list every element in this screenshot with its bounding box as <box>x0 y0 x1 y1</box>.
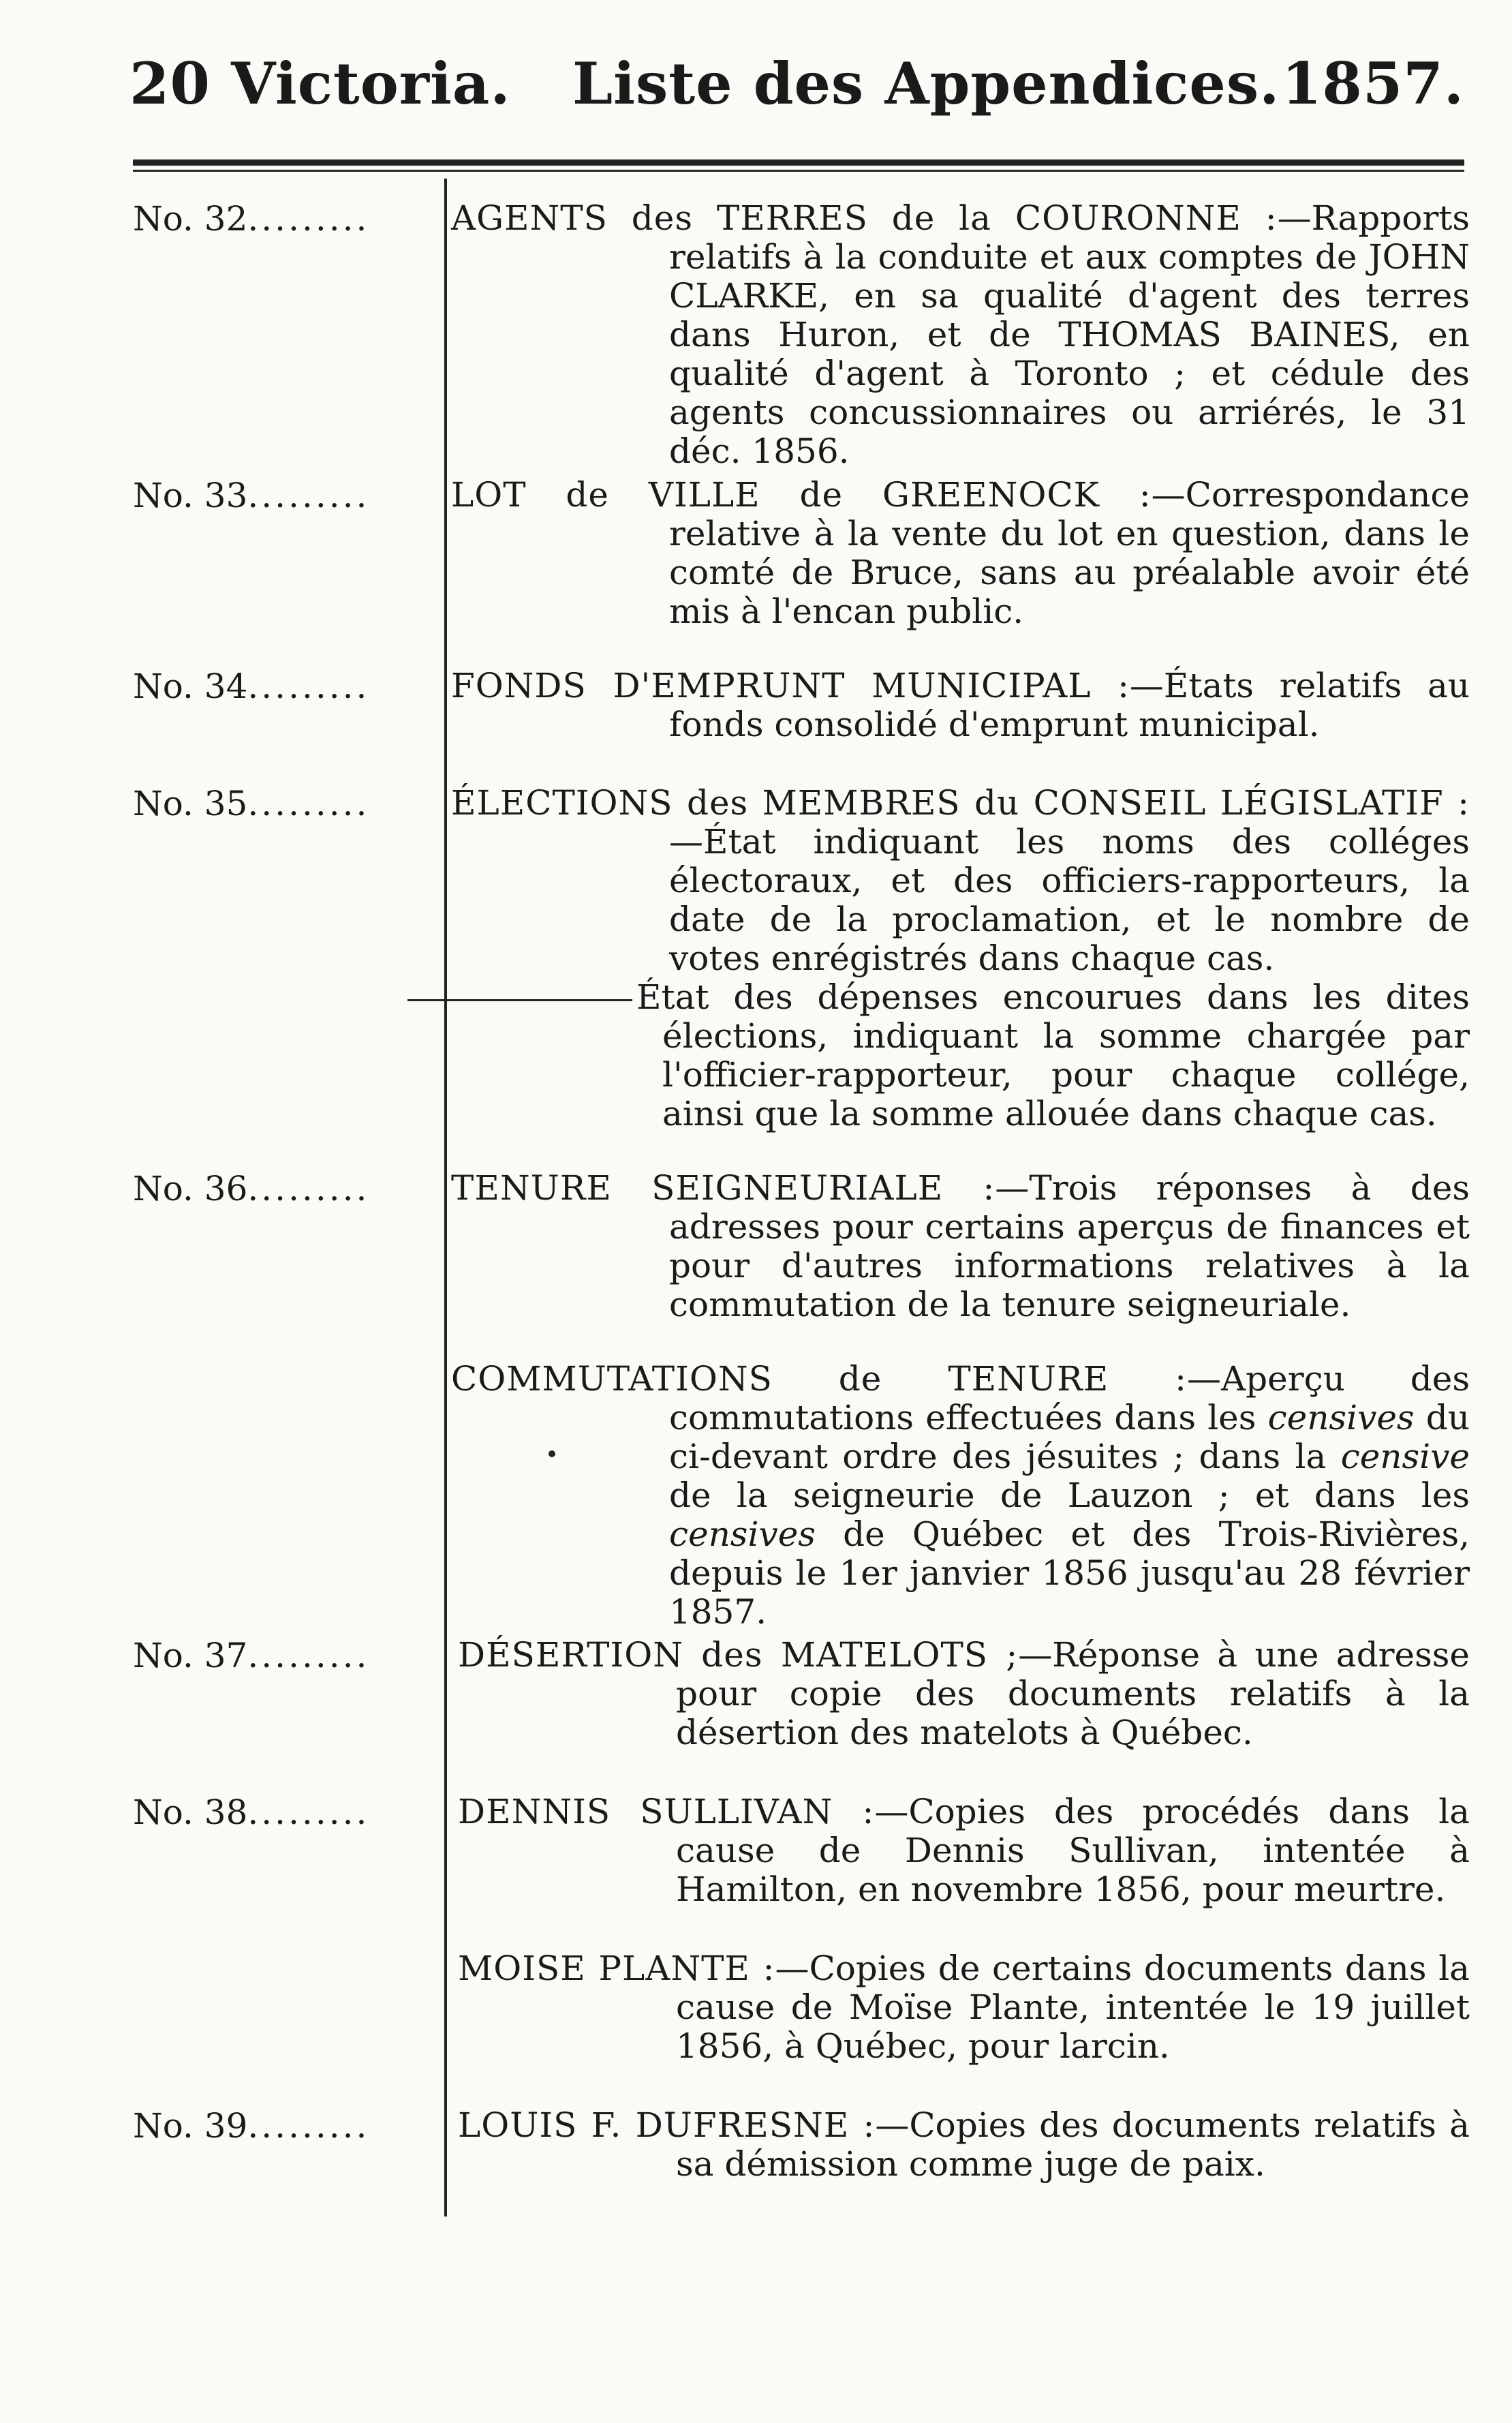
entry-35-sub <box>407 978 1470 1133</box>
entry-body <box>451 1169 1470 1324</box>
header-regnal-year: 20 Victoria. <box>129 50 511 117</box>
entry-number: No. 39......... <box>133 2106 370 2146</box>
entry-body <box>458 2106 1470 2184</box>
entry-number: No. 37......... <box>133 1636 370 1675</box>
entry-number: No. 33......... <box>133 476 370 515</box>
entry-title: DÉSERTION des MATELOTS ; <box>458 1635 1019 1675</box>
entry-title: COMMUTATIONS de TENURE : <box>451 1359 1187 1399</box>
entry-title: AGENTS des TERRES de la COURONNE : <box>451 198 1278 238</box>
entry-description: —État indiquant les noms des colléges électoraux, et des officiers-rapporteurs, la date de la proclamation, et le nombre de votes enrégistrés dans chaque cas. <box>669 822 1470 978</box>
entry-body <box>451 784 1470 978</box>
header-year: 1857. <box>1281 50 1464 117</box>
entry-title: FONDS D'EMPRUNT MUNICIPAL : <box>451 666 1130 705</box>
entry-number: No. 32......... <box>133 199 370 239</box>
entry-sub-description: État des dépenses encourues dans les dites élections, indiquant la somme chargée par l'officier-rapporteur, pour chaque collége, ainsi que la somme allouée dans chaque cas. <box>636 977 1470 1133</box>
entry-description-part: du ci-devant ordre des jésuites ; dans la <box>669 1398 1470 1476</box>
entry-description-part: de Québec et des Trois-Rivières, depuis le 1er janvier 1856 jusqu'au 28 février 1857. <box>669 1514 1470 1632</box>
entry-body <box>458 1949 1470 2066</box>
entry-title: MOISE PLANTE : <box>458 1949 775 1988</box>
ink-speck <box>549 1450 555 1457</box>
entry-description: —Rapports relatifs à la conduite et aux comptes de JOHN CLARKE, en sa qualité d'agent des terres dans Huron, et de THOMAS BAINES, en qualité d'agent à Toronto ; et cédule des agents concussionnaires ou arriérés, le 31 déc. 1856. <box>669 198 1470 471</box>
entry-description: —Correspondance relative à la vente du lot en question, dans le comté de Bruce, sans au préalable avoir été mis à l'encan public. <box>669 475 1470 631</box>
entry-body <box>451 476 1470 631</box>
entry-body <box>451 667 1470 744</box>
entry-number: No. 34......... <box>133 667 370 706</box>
header-rule-thin <box>133 170 1464 172</box>
entry-description: —Copies des documents relatifs à sa démission comme juge de paix. <box>676 2105 1470 2184</box>
entry-body <box>451 199 1470 471</box>
page-header <box>129 46 1464 121</box>
entry-title: TENURE SEIGNEURIALE : <box>451 1168 996 1208</box>
entry-body <box>458 1793 1470 1909</box>
entry-number: No. 38......... <box>133 1793 370 1832</box>
entry-number: No. 35......... <box>133 784 370 823</box>
entry-body <box>451 1360 1470 1632</box>
entry-italic-term: censives <box>669 1514 816 1554</box>
entry-description: —États relatifs au fonds consolidé d'emprunt municipal. <box>669 666 1470 744</box>
entry-description: —Trois réponses à des adresses pour certains aperçus de finances et pour d'autres informations relatives à la commutation de la tenure seigneuriale. <box>669 1168 1470 1324</box>
entry-title: ÉLECTIONS des MEMBRES du CONSEIL LÉGISLATIF : <box>451 783 1470 823</box>
column-divider <box>444 179 447 2216</box>
dash-rule <box>407 999 632 1001</box>
entry-title: LOT de VILLE de GREENOCK : <box>451 475 1152 515</box>
entry-description: —Copies des procédés dans la cause de Dennis Sullivan, intentée à Hamilton, en novembre 1856, pour meurtre. <box>676 1792 1470 1909</box>
entry-body <box>458 1636 1470 1752</box>
entry-title: DENNIS SULLIVAN : <box>458 1792 875 1831</box>
entry-number: No. 36......... <box>133 1169 370 1208</box>
entry-title: LOUIS F. DUFRESNE : <box>458 2105 876 2145</box>
entry-description: —Réponse à une adresse pour copie des documents relatifs à la désertion des matelots à Québec. <box>676 1635 1470 1752</box>
header-rule-thick <box>133 159 1464 166</box>
entry-description: —Copies de certains documents dans la cause de Moïse Plante, intentée le 19 juillet 1856, à Québec, pour larcin. <box>676 1949 1470 2066</box>
header-title: Liste des Appendices. <box>572 50 1280 117</box>
entry-italic-term: censive <box>1340 1437 1470 1476</box>
entry-description-part: de la seigneurie de Lauzon ; et dans les <box>669 1476 1470 1515</box>
entry-italic-term: censives <box>1267 1398 1415 1437</box>
entry-description-part: —Aperçu des commutations effectuées dans les <box>669 1359 1470 1437</box>
